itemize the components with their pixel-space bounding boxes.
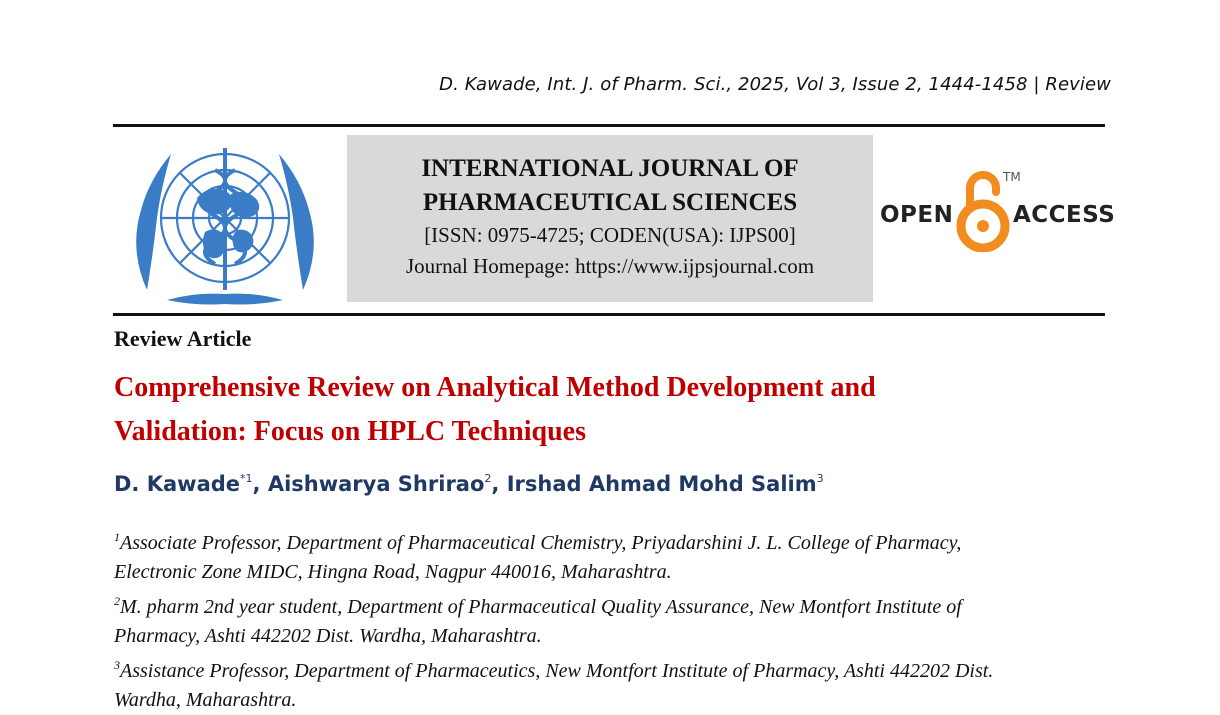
open-access-word-access: ACCESS [1013,202,1116,228]
author-name: Irshad Ahmad Mohd Salim [506,472,817,496]
affiliation-line: Electronic Zone MIDC, Hingna Road, Nagpur 440016, Maharashtra. [114,561,672,583]
affiliation-mark: 2 [114,594,120,608]
header-top-rule [113,124,1105,127]
affiliation-line: Pharmacy, Ashti 442202 Dist. Wardha, Maharashtra. [114,625,542,647]
affiliation-mark: 3 [114,658,120,672]
article-type-label: Review Article [114,326,252,351]
affiliation-line: M. pharm 2nd year student, Department of Pharmaceutical Quality Assurance, New Montfort Institute of [120,596,962,618]
open-access-logo [880,166,1116,252]
journal-title-line2: PHARMACEUTICAL SCIENCES [422,189,798,216]
author-affiliation-mark: *1 [240,472,253,485]
article-title-line2: Validation: Focus on HPLC Techniques [114,416,586,447]
affiliation-line: Assistance Professor, Department of Pharmaceutics, New Montfort Institute of Pharmacy, Ashti 442202 Dist. [120,660,994,682]
author-list [114,472,824,496]
author-separator: , [491,472,507,496]
affiliation-line: Associate Professor, Department of Pharmaceutical Chemistry, Priyadarshini J. L. College of Pharmacy, [120,532,962,554]
author-affiliation-mark: 3 [816,472,824,485]
author-name: D. Kawade [114,472,241,496]
affiliation-item [114,651,1114,715]
author-affiliation-mark: 2 [484,472,492,485]
author-separator: , [252,472,268,496]
affiliation-line: Wardha, Maharashtra. [114,689,297,711]
affiliation-item [114,587,1114,651]
globe-caduceus-emblem-icon [127,140,323,306]
trademark-symbol: TM [1003,170,1021,184]
journal-homepage: Journal Homepage: https://www.ijpsjournal.com [405,254,815,278]
affiliation-item [114,523,1114,587]
journal-issn: [ISSN: 0975-4725; CODEN(USA): IJPS00] [424,223,796,247]
journal-title-line1: INTERNATIONAL JOURNAL OF [421,155,799,182]
affiliation-mark: 1 [114,530,120,544]
open-access-word-open: OPEN [880,202,954,228]
article-title [114,366,1074,454]
citation-header: D. Kawade, Int. J. of Pharm. Sci., 2025, Vol 3, Issue 2, 1444-1458 | Review [439,74,1111,95]
author-name: Aishwarya Shrirao [267,472,485,496]
article-title-line1: Comprehensive Review on Analytical Method Development and [114,372,876,403]
affiliation-list [114,523,1114,715]
journal-masthead [347,135,873,302]
header-bottom-rule [113,313,1105,316]
